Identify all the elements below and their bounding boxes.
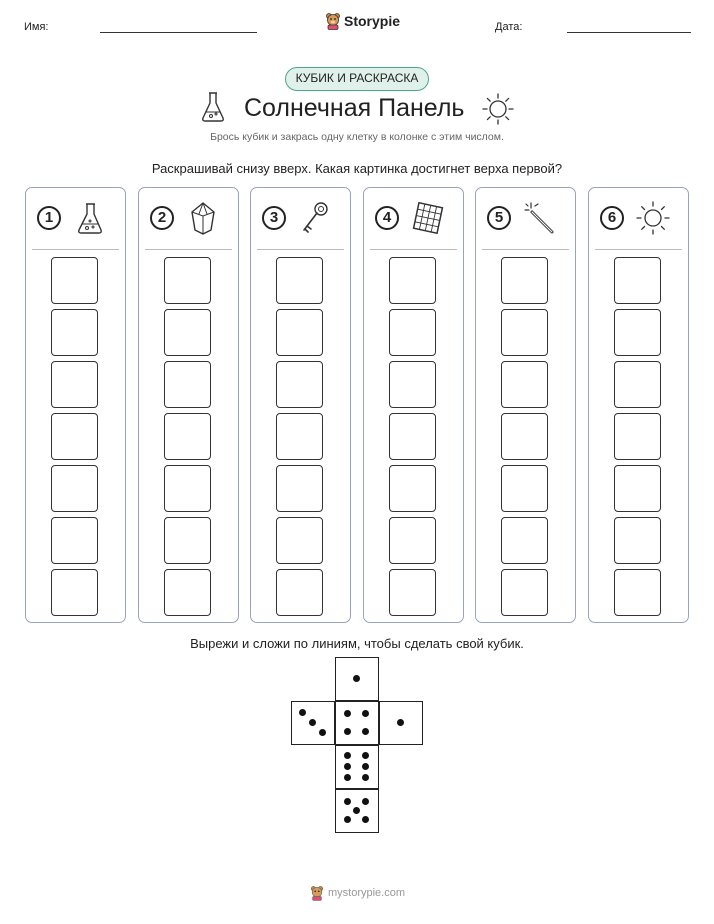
column-divider — [370, 249, 457, 250]
column-6 — [588, 187, 689, 623]
name-label: Имя: — [24, 21, 49, 33]
die-face-3 — [291, 701, 335, 745]
magic-wand-icon — [522, 200, 558, 236]
page-title: Солнечная Панель — [244, 94, 465, 122]
cut-instruction: Вырежи и сложи по линиям, чтобы сделать свой кубик. — [190, 636, 524, 651]
color-cell[interactable] — [614, 517, 661, 564]
color-cell[interactable] — [501, 361, 548, 408]
date-label: Дата: — [495, 21, 523, 33]
pip — [344, 774, 351, 781]
color-cell[interactable] — [164, 465, 211, 512]
die-face-4 — [335, 701, 379, 745]
color-cell[interactable] — [51, 569, 98, 616]
color-cell[interactable] — [501, 309, 548, 356]
color-cell[interactable] — [276, 309, 323, 356]
flask-icon — [72, 200, 108, 236]
column-divider — [482, 249, 569, 250]
pip — [362, 710, 369, 717]
color-cell[interactable] — [164, 257, 211, 304]
logo-text: Storypie — [344, 13, 401, 29]
color-cell[interactable] — [164, 309, 211, 356]
color-cell[interactable] — [389, 413, 436, 460]
column-3 — [250, 187, 351, 623]
footer — [310, 885, 405, 901]
color-cell[interactable] — [276, 413, 323, 460]
color-cell[interactable] — [276, 569, 323, 616]
name-line — [100, 32, 257, 33]
die-face-1 — [379, 701, 423, 745]
color-cell[interactable] — [501, 517, 548, 564]
color-cell[interactable] — [614, 413, 661, 460]
column-divider — [145, 249, 232, 250]
pip — [299, 709, 306, 716]
pip — [362, 774, 369, 781]
color-cell[interactable] — [276, 257, 323, 304]
color-cell[interactable] — [501, 413, 548, 460]
footer-url: mystorypie.com — [328, 887, 406, 899]
pip — [362, 752, 369, 759]
column-4 — [363, 187, 464, 623]
die-face-5 — [335, 789, 379, 833]
pip — [309, 719, 316, 726]
pip — [344, 710, 351, 717]
column-number: 5 — [487, 206, 511, 230]
flask-icon — [200, 90, 226, 124]
column-divider — [32, 249, 119, 250]
column-divider — [257, 249, 344, 250]
color-cell[interactable] — [614, 309, 661, 356]
key-icon — [297, 200, 333, 236]
pip — [362, 816, 369, 823]
pip — [344, 752, 351, 759]
storypie-logo — [325, 12, 400, 30]
sun-icon — [481, 92, 515, 126]
color-cell[interactable] — [389, 569, 436, 616]
color-cell[interactable] — [614, 361, 661, 408]
color-cell[interactable] — [51, 361, 98, 408]
color-cell[interactable] — [276, 361, 323, 408]
column-2 — [138, 187, 239, 623]
color-cell[interactable] — [164, 569, 211, 616]
pip — [353, 807, 360, 814]
column-1 — [25, 187, 126, 623]
pip — [397, 719, 404, 726]
color-cell[interactable] — [164, 413, 211, 460]
color-cell[interactable] — [389, 257, 436, 304]
pip — [319, 729, 326, 736]
color-cell[interactable] — [389, 465, 436, 512]
pip — [362, 798, 369, 805]
die-face-6 — [335, 745, 379, 789]
category-badge: КУБИК И РАСКРАСКА — [285, 67, 429, 91]
color-cell[interactable] — [164, 517, 211, 564]
pip — [344, 816, 351, 823]
die-face-1 — [335, 657, 379, 701]
color-cell[interactable] — [389, 309, 436, 356]
sun-icon — [635, 200, 671, 236]
column-number: 1 — [37, 206, 61, 230]
color-cell[interactable] — [614, 569, 661, 616]
bear-mascot-icon — [310, 885, 324, 901]
color-cell[interactable] — [164, 361, 211, 408]
color-cell[interactable] — [389, 361, 436, 408]
color-cell[interactable] — [614, 465, 661, 512]
pip — [344, 728, 351, 735]
pip — [362, 763, 369, 770]
color-cell[interactable] — [51, 413, 98, 460]
color-cell[interactable] — [501, 257, 548, 304]
pip — [353, 675, 360, 682]
column-number: 6 — [600, 206, 624, 230]
subtitle: Брось кубик и закрась одну клетку в колонке с этим числом. — [210, 131, 504, 143]
pip — [344, 763, 351, 770]
color-cell[interactable] — [276, 517, 323, 564]
instruction-text: Раскрашивай снизу вверх. Какая картинка достигнет верха первой? — [151, 161, 563, 176]
color-cell[interactable] — [276, 465, 323, 512]
color-cell[interactable] — [389, 517, 436, 564]
solar-panel-icon — [410, 200, 446, 236]
crystal-icon — [185, 200, 221, 236]
color-cell[interactable] — [51, 309, 98, 356]
column-5 — [475, 187, 576, 623]
color-cell[interactable] — [501, 465, 548, 512]
column-number: 3 — [262, 206, 286, 230]
color-cell[interactable] — [614, 257, 661, 304]
color-cell[interactable] — [501, 569, 548, 616]
bear-mascot-icon — [325, 12, 341, 30]
pip — [344, 798, 351, 805]
pip — [362, 728, 369, 735]
color-cell[interactable] — [51, 517, 98, 564]
color-cell[interactable] — [51, 257, 98, 304]
column-number: 4 — [375, 206, 399, 230]
column-number: 2 — [150, 206, 174, 230]
column-divider — [595, 249, 682, 250]
color-cell[interactable] — [51, 465, 98, 512]
date-line — [567, 32, 691, 33]
